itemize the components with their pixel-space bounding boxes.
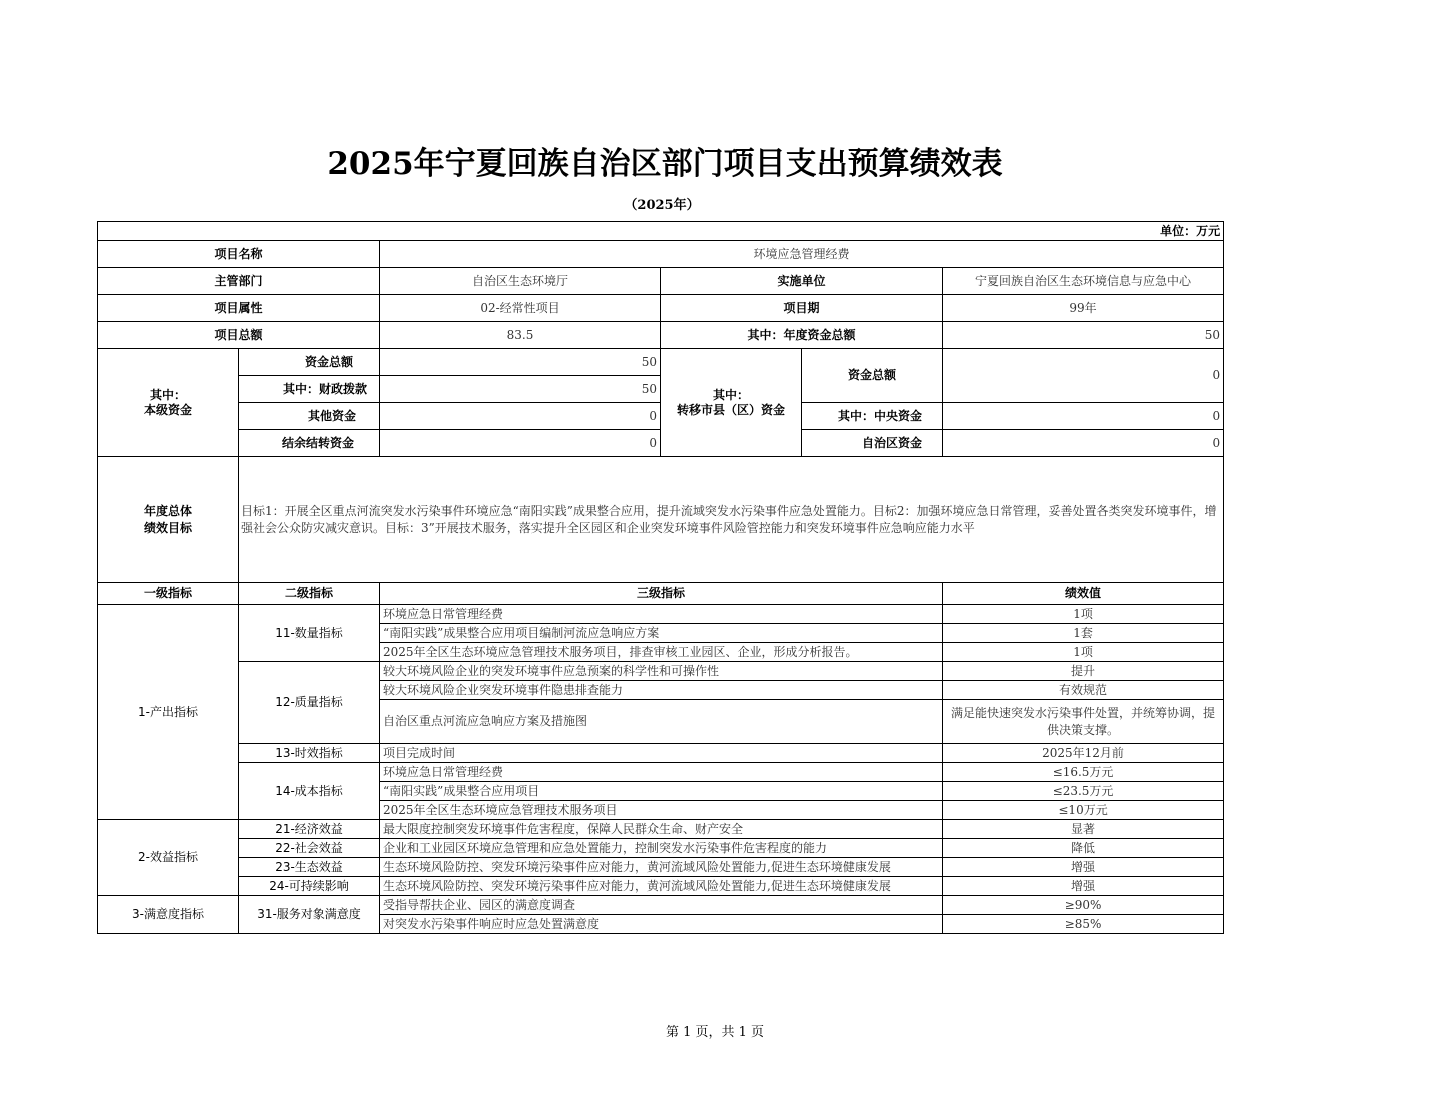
indicator-value: 满足能快速突发水污染事件处置，并统筹协调，提供决策支撑。 <box>943 700 1224 744</box>
transfer-funds-label: 其中： 转移市县（区）资金 <box>661 349 802 457</box>
transfer-row-value: 0 <box>943 349 1224 403</box>
transfer-row-value: 0 <box>943 403 1224 430</box>
indicator-text: 项目完成时间 <box>380 744 943 763</box>
project-name-label: 项目名称 <box>98 241 380 268</box>
indicator-text: 生态环境风险防控、突发环境污染事件应对能力，黄河流域风险处置能力,促进生态环境健康发展 <box>380 858 943 877</box>
period-value: 99年 <box>943 295 1224 322</box>
page-footer: 第 1 页，共 1 页 <box>665 1025 765 1040</box>
page-title: 2025年宁夏回族自治区部门项目支出预算绩效表 <box>327 146 1003 182</box>
dept-value: 自治区生态环境厅 <box>380 268 661 295</box>
sub-quantity: 11-数量指标 <box>239 605 380 662</box>
indicator-text: 较大环境风险企业突发环境事件隐患排查能力 <box>380 681 943 700</box>
indicator-value: ≥90% <box>943 896 1224 915</box>
header-value: 绩效值 <box>943 583 1224 605</box>
fund-row-value: 50 <box>380 349 661 376</box>
indicator-text: “南阳实践”成果整合应用项目编制河流应急响应方案 <box>380 624 943 643</box>
header-level2: 二级指标 <box>239 583 380 605</box>
fund-row-label: 资金总额 <box>239 349 380 376</box>
project-name-value: 环境应急管理经费 <box>380 241 1224 268</box>
attr-value: 02-经常性项目 <box>380 295 661 322</box>
impl-label: 实施单位 <box>661 268 943 295</box>
indicator-text: 较大环境风险企业的突发环境事件应急预案的科学性和可操作性 <box>380 662 943 681</box>
sub-economic: 21-经济效益 <box>239 820 380 839</box>
goal-text: 目标1：开展全区重点河流突发水污染事件环境应急“南阳实践”成果整合应用，提升流域突发水污染事件应急处置能力。目标2：加强环境应急日常管理，妥善处置各类突发环境事件，增强社会公众防灾减灾意识。目标：3”开展技术服务，落实提升全区园区和企业突发环境事件风险管控能力和突发环境事件应急响应能力水平 <box>239 457 1224 583</box>
indicator-value: ≤10万元 <box>943 801 1224 820</box>
fund-row-value: 0 <box>380 403 661 430</box>
dept-label: 主管部门 <box>98 268 380 295</box>
period-label: 项目期 <box>661 295 943 322</box>
sub-quality: 12-质量指标 <box>239 662 380 744</box>
indicator-text: 环境应急日常管理经费 <box>380 605 943 624</box>
transfer-row-label: 自治区资金 <box>802 430 943 457</box>
fund-row-label: 其中：财政拨款 <box>239 376 380 403</box>
indicator-value: 有效规范 <box>943 681 1224 700</box>
header-level1: 一级指标 <box>98 583 239 605</box>
indicator-value: 增强 <box>943 858 1224 877</box>
sub-service-satisfaction: 31-服务对象满意度 <box>239 896 380 934</box>
group-benefit: 2-效益指标 <box>98 820 239 896</box>
indicator-value: ≤16.5万元 <box>943 763 1224 782</box>
unit-label: 单位：万元 <box>98 222 1224 241</box>
impl-value: 宁夏回族自治区生态环境信息与应急中心 <box>943 268 1224 295</box>
annual-value: 50 <box>943 322 1224 349</box>
fund-row-value: 50 <box>380 376 661 403</box>
fund-row-label: 其他资金 <box>239 403 380 430</box>
page-subtitle: （2025年） <box>624 198 700 213</box>
indicator-text: 受指导帮扶企业、园区的满意度调查 <box>380 896 943 915</box>
indicator-value: ≤23.5万元 <box>943 782 1224 801</box>
transfer-row-label: 其中：中央资金 <box>802 403 943 430</box>
indicator-value: 1项 <box>943 643 1224 662</box>
fund-row-label: 结余结转资金 <box>239 430 380 457</box>
indicator-text: “南阳实践”成果整合应用项目 <box>380 782 943 801</box>
indicator-value: ≥85% <box>943 915 1224 934</box>
header-level3: 三级指标 <box>380 583 943 605</box>
budget-table <box>97 221 1224 934</box>
indicator-value: 2025年12月前 <box>943 744 1224 763</box>
group-output: 1-产出指标 <box>98 605 239 820</box>
indicator-text: 对突发水污染事件响应时应急处置满意度 <box>380 915 943 934</box>
local-funds-label: 其中： 本级资金 <box>98 349 239 457</box>
indicator-text: 自治区重点河流应急响应方案及措施图 <box>380 700 943 744</box>
annual-label: 其中：年度资金总额 <box>661 322 943 349</box>
goal-label: 年度总体 绩效目标 <box>98 457 239 583</box>
indicator-value: 增强 <box>943 877 1224 896</box>
indicator-text: 2025年全区生态环境应急管理技术服务项目，排查审核工业园区、企业，形成分析报告。 <box>380 643 943 662</box>
indicator-value: 1项 <box>943 605 1224 624</box>
indicator-text: 生态环境风险防控、突发环境污染事件应对能力，黄河流域风险处置能力,促进生态环境健康发展 <box>380 877 943 896</box>
total-value: 83.5 <box>380 322 661 349</box>
sub-social: 22-社会效益 <box>239 839 380 858</box>
indicator-text: 企业和工业园区环境应急管理和应急处置能力，控制突发水污染事件危害程度的能力 <box>380 839 943 858</box>
indicator-text: 最大限度控制突发环境事件危害程度，保障人民群众生命、财产安全 <box>380 820 943 839</box>
total-label: 项目总额 <box>98 322 380 349</box>
transfer-row-value: 0 <box>943 430 1224 457</box>
attr-label: 项目属性 <box>98 295 380 322</box>
indicator-value: 1套 <box>943 624 1224 643</box>
transfer-row-label: 资金总额 <box>802 349 943 403</box>
indicator-value: 显著 <box>943 820 1224 839</box>
fund-row-value: 0 <box>380 430 661 457</box>
sub-sustainable: 24-可持续影响 <box>239 877 380 896</box>
indicator-text: 2025年全区生态环境应急管理技术服务项目 <box>380 801 943 820</box>
indicator-value: 提升 <box>943 662 1224 681</box>
group-satisfaction: 3-满意度指标 <box>98 896 239 934</box>
indicator-value: 降低 <box>943 839 1224 858</box>
sub-cost: 14-成本指标 <box>239 763 380 820</box>
sub-ecological: 23-生态效益 <box>239 858 380 877</box>
indicator-text: 环境应急日常管理经费 <box>380 763 943 782</box>
sub-timeliness: 13-时效指标 <box>239 744 380 763</box>
